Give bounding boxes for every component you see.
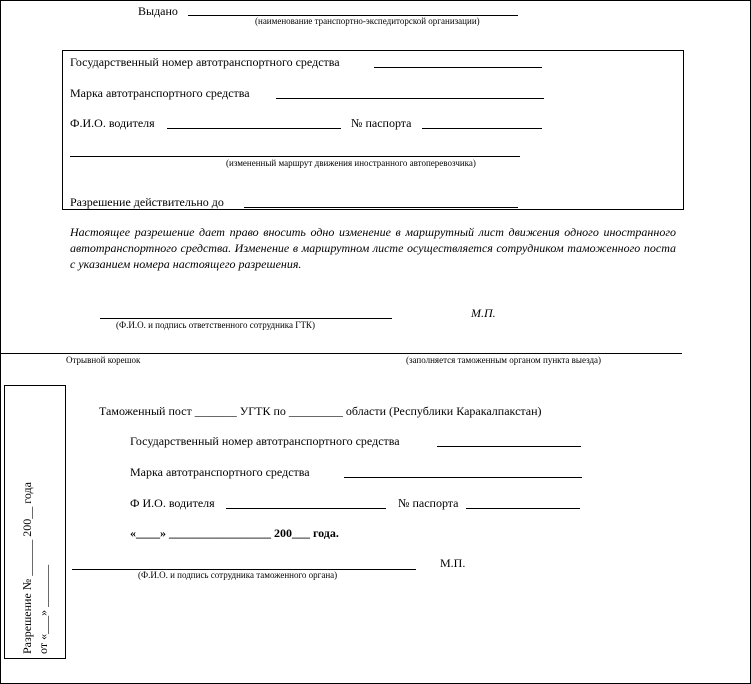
stub-permit-date: от «___» _______ (36, 564, 50, 654)
bottom-brand-label: Марка автотранспортного средства (130, 465, 310, 479)
passport-field-line[interactable] (422, 128, 542, 129)
route-caption: (измененный маршрут движения иностранного автоперевозчика) (226, 158, 476, 168)
gtk-signature-caption: (Ф.И.О. и подпись ответственного сотрудника ГТК) (116, 320, 315, 330)
stamp-place-label: М.П. (471, 306, 496, 320)
bottom-driver-field-line[interactable] (226, 508, 386, 509)
bottom-stamp-place-label: М.П. (440, 556, 466, 570)
bottom-brand-field-line[interactable] (344, 477, 582, 478)
brand-label: Марка автотранспортного средства (70, 86, 250, 100)
gtk-signature-line[interactable] (100, 318, 392, 319)
permit-notice: Настоящее разрешение дает право вносить одно изменение в маршрутный лист движения одного иностранного автотранспортного средства. Изменение в маршрутном листе осуществляется сотрудником таможенного поста с указанием номера настоящего разрешения. (70, 225, 676, 271)
bottom-driver-label: Ф И.О. водителя (130, 496, 215, 510)
permit-details-box (62, 50, 684, 210)
customs-signature-caption: (Ф.И.О. и подпись сотрудника таможенного органа) (138, 570, 338, 580)
driver-field-line[interactable] (167, 128, 341, 129)
customs-post-line: Таможенный пост _______ УГТК по _________ области (Республики Каракалпакстан) (99, 404, 542, 418)
issued-label: Выдано (138, 4, 178, 18)
tear-off-stub-label: Отрывной корешок (66, 355, 141, 365)
exit-point-note: (заполняется таможенным органом пункта выезда) (406, 355, 602, 365)
bottom-passport-field-line[interactable] (466, 508, 580, 509)
passport-label: № паспорта (351, 116, 412, 130)
stub-permit-number: Разрешение № ______ 200__ года (20, 482, 34, 654)
driver-label: Ф.И.О. водителя (70, 116, 155, 130)
bottom-plate-field-line[interactable] (437, 446, 581, 447)
issued-caption: (наименование транспортно-экспедиторской организации) (255, 16, 480, 26)
bottom-plate-label: Государственный номер автотранспортного средства (130, 434, 400, 448)
bottom-passport-label: № паспорта (398, 496, 459, 510)
plate-field-line[interactable] (374, 67, 542, 68)
plate-label: Государственный номер автотранспортного средства (70, 55, 340, 69)
valid-until-label: Разрешение действительно до (70, 195, 224, 209)
stub-box (4, 385, 66, 659)
valid-until-field-line[interactable] (244, 207, 518, 208)
route-field-line[interactable] (70, 156, 520, 157)
tear-off-line (0, 353, 682, 354)
bottom-date-line: «____» _________________ 200___ года. (130, 526, 339, 540)
brand-field-line[interactable] (276, 98, 544, 99)
